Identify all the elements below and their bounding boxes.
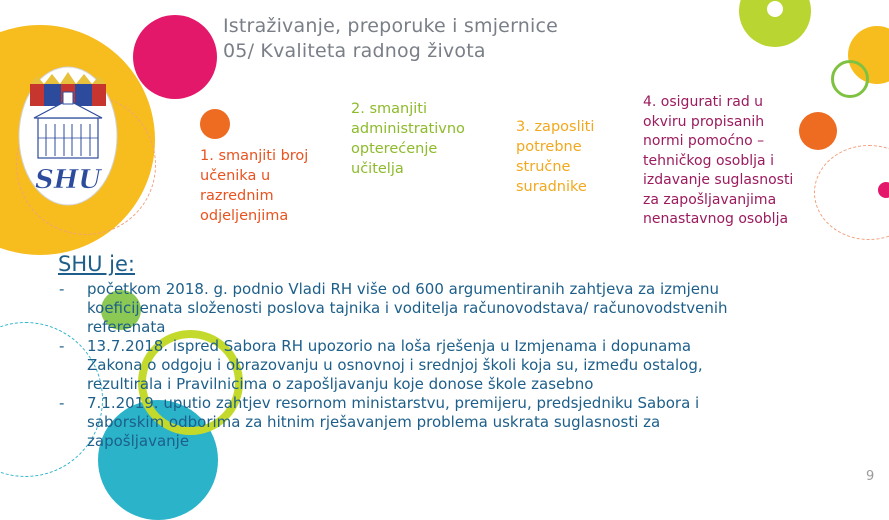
- rec-4-line: nenastavnog osoblja: [643, 211, 789, 227]
- bullet-item: [58, 394, 858, 451]
- rec-2-line: učitelja: [351, 161, 404, 177]
- decor-white-dot: [767, 1, 783, 17]
- bullet-line: rezultirala i Pravilnicima o zapošljavanju koje donose škole zasebno: [87, 375, 594, 393]
- decor-orange-circle-right: [799, 112, 837, 150]
- recommendation-1: [200, 146, 308, 226]
- decor-magenta-circle: [133, 15, 217, 99]
- title-line-2: 05/ Kvaliteta radnog života: [223, 40, 486, 62]
- bullet-line: koeficijenata složenosti poslova tajnika i voditelja računovodstava/ računovodstvenih: [87, 299, 728, 317]
- rec-4-line: za zapošljavanjima: [643, 191, 777, 208]
- bullet-line: Zakona o odgoju i obrazovanju u osnovnoj i srednjoj školi koja su, između ostalog,: [87, 356, 703, 374]
- recommendation-3: [516, 117, 594, 197]
- recommendation-2: [351, 99, 465, 179]
- bullet-line: - 7.1.2019. uputio zahtjev resornom ministarstvu, premijeru, predsjedniku Sabora i: [87, 394, 700, 412]
- rec-4-line: okviru propisanih: [643, 113, 765, 130]
- bullet-line: zapošljavanje: [87, 432, 190, 450]
- slide-title: [223, 14, 558, 64]
- rec-4-line: normi pomoćno –: [643, 133, 765, 149]
- decor-green-ring: [831, 60, 869, 98]
- shu-logo: [12, 60, 124, 210]
- bullet-line: - 13.7.2018. ispred Sabora RH upozorio na loša rješenja u Izmjenama i dopunama: [87, 337, 692, 355]
- rec-1-line: odjeljenjima: [200, 208, 289, 224]
- bullet-line: - početkom 2018. g. podnio Vladi RH više od 600 argumentiranih zahtjeva za izmjenu: [87, 280, 720, 298]
- bullet-item: [58, 337, 858, 394]
- bullet-line: referenata: [87, 318, 166, 336]
- rec-4-line: tehničkog osoblja i: [643, 152, 774, 169]
- rec-3-line: 3. zaposliti: [516, 119, 595, 135]
- section-heading: SHU je:: [58, 252, 135, 276]
- title-line-1: Istraživanje, preporuke i smjernice: [223, 15, 559, 37]
- bullet-item: [58, 280, 858, 337]
- bullet-list: [58, 280, 858, 451]
- rec-2-line: opterećenje: [351, 141, 438, 157]
- bullet-line: saborskim odborima za hitnim rješavanjem problema uskrata suglasnosti za: [87, 413, 661, 431]
- decor-magenta-dot: [878, 182, 889, 198]
- page-number: 9: [866, 469, 875, 484]
- rec-4-line: 4. osigurati rad u: [643, 94, 764, 110]
- decor-orange-dot: [200, 109, 230, 139]
- recommendation-4: [643, 93, 793, 230]
- rec-3-line: stručne: [516, 159, 571, 175]
- rec-1-line: razrednim: [200, 188, 274, 204]
- rec-1-line: učenika u: [200, 168, 271, 184]
- rec-3-line: suradnike: [516, 179, 587, 195]
- rec-3-line: potrebne: [516, 139, 582, 155]
- rec-1-line: 1. smanjiti broj: [200, 148, 309, 164]
- rec-4-line: izdavanje suglasnosti: [643, 172, 794, 188]
- logo-text: SHU: [34, 165, 102, 195]
- rec-2-line: 2. smanjiti: [351, 101, 427, 117]
- rec-2-line: administrativno: [351, 121, 465, 137]
